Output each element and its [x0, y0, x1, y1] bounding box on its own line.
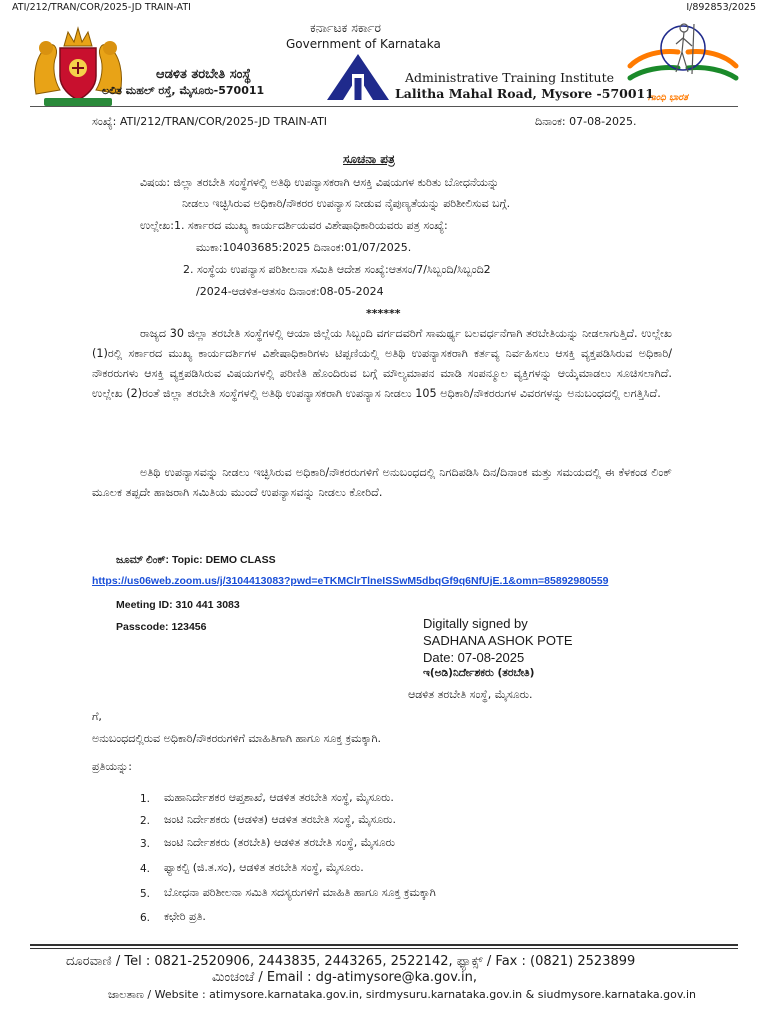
file-reference: ATI/212/TRAN/COR/2025-JD TRAIN-ATI [12, 2, 191, 13]
copy-list-number: 3. [140, 838, 151, 850]
to-recipients: ಅನುಬಂಧದಲ್ಲಿರುವ ಅಧಿಕಾರಿ/ನೌಕರರುಗಳಿಗೆ ಮಾಹಿತಿಗಾಗಿ ಹಾಗೂ ಸೂಕ್ತ ಕ್ರಮಕ್ಕಾಗಿ. [92, 732, 381, 745]
subject-line-2: ನೀಡಲು ಇಚ್ಛಿಸಿರುವ ಅಧಿಕಾರಿ/ನೌಕರರ ಉಪನ್ಯಾಸ ನೀಡುವ ನೈಪುಣ್ಯತೆಯನ್ನು ಪರಿಶೀಲಿಸುವ ಬಗ್ಗೆ. [182, 197, 511, 210]
institute-address-english: Lalitha Mahal Road, Mysore -570011 [395, 86, 654, 101]
reference-2-line-2: /2024-ಆಡಳಿತ-ಆತಸಂ ದಿನಾಂಕ:08-05-2024 [196, 285, 384, 298]
notice-title: ಸೂಚನಾ ಪತ್ರ [343, 152, 395, 166]
copy-list-item: ಜಂಟಿ ನಿರ್ದೇಶಕರು (ಆಡಳಿತ) ಆಡಳಿತ ತರಬೇತಿ ಸಂಸ್ಥೆ, ಮೈಸೂರು. [164, 813, 396, 826]
signatory-designation: ಇ(ಅಡಿ)ನಿರ್ದೇಶಕರು (ತರಬೇತಿ) [423, 667, 535, 679]
copy-list-item: ಜಂಟಿ ನಿರ್ದೇಶಕರು (ತರಬೇತಿ) ಆಡಳಿತ ತರಬೇತಿ ಸಂಸ್ಥೆ, ಮೈಸೂರು [164, 836, 395, 849]
header-divider [30, 106, 738, 107]
copy-list-number: 5. [140, 888, 151, 900]
footer-divider-top [30, 944, 738, 946]
copy-list-item: ಫ್ಯಾಕಲ್ಟಿ (ಜಿ.ತ.ಸಂ), ಆಡಳಿತ ತರಬೇತಿ ಸಂಸ್ಥೆ, ಮೈಸೂರು. [164, 861, 364, 874]
footer-website[interactable]: ಜಾಲತಾಣ / Website : atimysore.karnataka.gov.in, sirdmysuru.karnataka.gov.in & siudmysore.karnataka.gov.in [108, 988, 697, 1001]
government-name-english: Government of Karnataka [286, 37, 441, 51]
footer-phone-fax: ದೂರವಾಣಿ / Tel : 0821-2520906, 2443835, 2443265, 2522142, ಫ್ಯಾಕ್ಸ್ / Fax : (0821) 2523899 [66, 954, 636, 969]
separator-stars: ****** [366, 307, 401, 320]
reference-1-line-1: ಉಲ್ಲೇಖ:1. ಸರ್ಕಾರದ ಮುಖ್ಯ ಕಾರ್ಯದರ್ಶಿಯವರ ವಿಶೇಷಾಧಿಕಾರಿಯವರು ಪತ್ರ ಸಂಖ್ಯೆ: [140, 219, 448, 232]
copy-list-number: 1. [140, 793, 151, 805]
copy-list-item: ಬೋಧನಾ ಪರಿಶೀಲನಾ ಸಮಿತಿ ಸದಸ್ಯರುಗಳಿಗೆ ಮಾಹಿತಿ ಹಾಗೂ ಸೂಕ್ತ ಕ್ರಮಕ್ಕಾಗಿ [164, 886, 436, 899]
meeting-passcode: Passcode: 123456 [116, 621, 207, 633]
footer-email[interactable]: ಮಿಂಚಂಚೆ / Email : dg-atimysore@ka.gov.in, [212, 970, 477, 985]
body-paragraph-1-text: ರಾಜ್ಯದ 30 ಜಿಲ್ಲಾ ತರಬೇತಿ ಸಂಸ್ಥೆಗಳಲ್ಲಿ ಆಯಾ ಜಿಲ್ಲೆಯ ಸಿಬ್ಬಂದಿ ವರ್ಗದವರಿಗೆ ಸಾಮರ್ಥ್ಯ ಬಲವರ್ಧನೆಗಾಗಿ ತರಬೇತಿಯನ್ನು ನೀಡಲಾಗುತ್ತಿದೆ. ಉಲ್ಲೇಖ (1)ರಲ್ಲಿ ಸರ್ಕಾರದ ಮುಖ್ಯ ಕಾರ್ಯದರ್ಶಿಗಳ ವಿಶೇಷಾಧಿಕಾರಿಗಳು ಟಿಪ್ಪಣಿಯಲ್ಲಿ ಅತಿಥಿ ಉಪನ್ಯಾಸಕರಾಗಿ ಕರ್ತವ್ಯ ನಿರ್ವಹಿಸಲು ಆಸಕ್ತಿ ವ್ಯಕ್ತಪಡಿಸಿರುವ ಅಧಿಕಾರಿ/ನೌಕರರುಗಳು ಆಸಕ್ತಿ ವ್ಯಕ್ತಪಡಿಸಿರುವ ವಿಷಯಗಳಲ್ಲಿ ಪರಿಣಿತಿ ಹೊಂದಿರುವ ಬಗ್ಗೆ ಮೌಲ್ಯಮಾಪನ ಮಾಡಿ ಸಂಪನ್ಮೂಲ ವ್ಯಕ್ತಿಗಳನ್ನು ಆಯ್ಕೆಮಾಡಲು ಸೂಚಿಸಲಾಗಿದೆ. ಉಲ್ಲೇಖ (2)ರಂತೆ ಜಿಲ್ಲಾ ತರಬೇತಿ ಸಂಸ್ಥೆಗಳಲ್ಲಿ ಅತಿಥಿ ಉಪನ್ಯಾಸಕರಾಗಿ ಉಪನ್ಯಾಸ ನೀಡಲು 105 ಅಧಿಕಾರಿ/ನೌಕರರುಗಳ ವಿವರಗಳನ್ನು ಅನುಬಂಧದಲ್ಲಿ ಲಗತ್ತಿಸಿದೆ. [92, 327, 672, 400]
digital-signature-line-1: Digitally signed by [423, 616, 528, 631]
gandhi-bharat-caption: ಗಾಂಧಿ ಭಾರತ [648, 93, 688, 103]
institute-address-kannada: ಲಲಿತ ಮಹಲ್ ರಸ್ತೆ, ಮೈಸೂರು-570011 [102, 84, 265, 97]
copy-list-item: ಕಛೇರಿ ಪ್ರತಿ. [164, 910, 206, 923]
zoom-topic: ಜೂಮ್ ಲಿಂಕ್: Topic: DEMO CLASS [116, 554, 276, 566]
body-paragraph-2-text: ಅತಿಥಿ ಉಪನ್ಯಾಸವನ್ನು ನೀಡಲು ಇಚ್ಛಿಸಿರುವ ಅಧಿಕಾರಿ/ನೌಕರರುಗಳಿಗೆ ಅನುಬಂಧದಲ್ಲಿ ನಿಗದಿಪಡಿಸಿ ದಿನ/ದಿನಾಂಕ ಮತ್ತು ಸಮಯದಲ್ಲಿ ಈ ಕೆಳಕಂಡ ಲಿಂಕ್ ಮೂಲಕ ತಪ್ಪದೇ ಹಾಜರಾಗಿ ಸಮಿತಿಯ ಮುಂದೆ ಉಪನ್ಯಾಸವನ್ನು ನೀಡಲು ಕೋರಿದೆ. [92, 466, 672, 499]
body-paragraph-1 [92, 324, 672, 404]
copy-to-label: ಪ್ರತಿಯನ್ನು: [92, 760, 132, 773]
subject-line-1: ವಿಷಯ: ಜಿಲ್ಲಾ ತರಬೇತಿ ಸಂಸ್ಥೆಗಳಲ್ಲಿ ಅತಿಥಿ ಉಪನ್ಯಾಸಕರಾಗಿ ಆಸಕ್ತಿ ವಿಷಯಗಳ ಕುರಿತು ಬೋಧನೆಯನ್ನು [140, 176, 500, 189]
institute-name-kannada: ಆಡಳಿತ ತರಬೇತಿ ಸಂಸ್ಥೆ [156, 67, 252, 82]
reference-1-line-2: ಮುಕಾ:10403685:2025 ದಿನಾಂಕ:01/07/2025. [196, 241, 412, 254]
ati-logo [325, 52, 391, 102]
document-number: ಸಂಖ್ಯೆ: ATI/212/TRAN/COR/2025-JD TRAIN-ATI [92, 115, 328, 128]
digital-signature-name: SADHANA ASHOK POTE [423, 633, 573, 648]
digital-signature-date: Date: 07-08-2025 [423, 650, 525, 665]
signatory-organisation: ಆಡಳಿತ ತರಬೇತಿ ಸಂಸ್ಥೆ, ಮೈಸೂರು. [408, 688, 533, 701]
to-label: ಗೆ, [92, 710, 102, 723]
copy-list-item: ಮಹಾನಿರ್ದೇಶಕರ ಆಪ್ತಶಾಖೆ, ಆಡಳಿತ ತರಬೇತಿ ಸಂಸ್ಥೆ, ಮೈಸೂರು. [164, 791, 394, 804]
document-date: ದಿನಾಂಕ: 07-08-2025. [535, 115, 637, 128]
copy-list-number: 2. [140, 815, 151, 827]
body-paragraph-2 [92, 463, 672, 503]
copy-list-number: 4. [140, 863, 151, 875]
meeting-id: Meeting ID: 310 441 3083 [116, 599, 240, 611]
footer-divider-bottom [30, 948, 738, 949]
reference-2-line-1: 2. ಸಂಸ್ಥೆಯ ಉಪನ್ಯಾಸ ಪರಿಶೀಲನಾ ಸಮಿತಿ ಆದೇಶ ಸಂಖ್ಯೆ:ಆತಸಂ/7/ಸಿಬ್ಬಂದಿ/ಸಿಬ್ಬಂದಿ2 [183, 263, 491, 276]
institute-name-english: Administrative Training Institute [405, 70, 615, 85]
zoom-meeting-link[interactable]: https://us06web.zoom.us/j/3104413083?pwd=eTKMClrTlneISSwM5dbqGf9q6NfUjE.1&omn=85892980559 [92, 575, 609, 587]
government-name-kannada: ಕರ್ನಾಟಕ ಸರ್ಕಾರ [310, 20, 381, 35]
copy-list-number: 6. [140, 912, 151, 924]
inward-number: I/892853/2025 [686, 2, 756, 13]
